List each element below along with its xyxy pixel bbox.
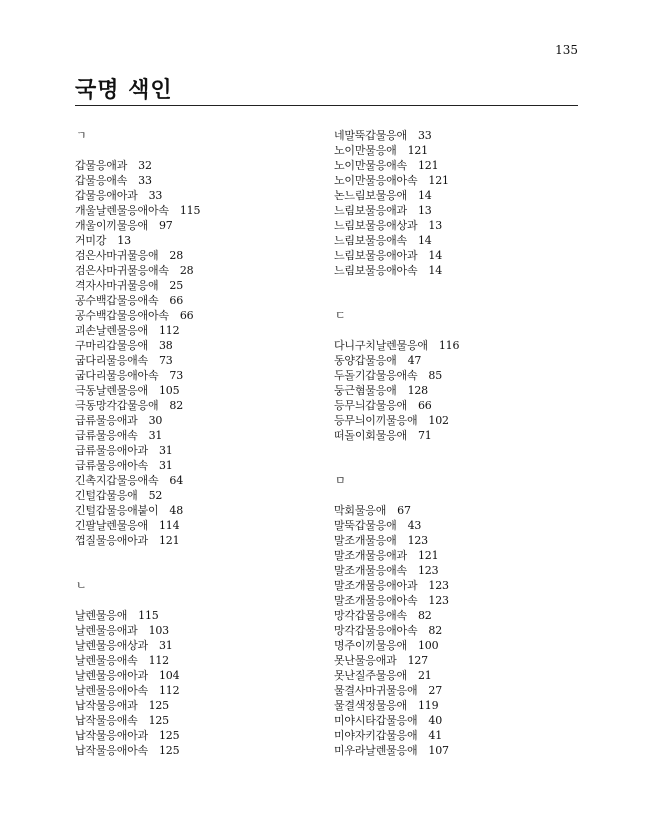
index-section [75, 578, 315, 758]
page-title: 국명 색인 [75, 78, 173, 103]
entry-page-number: 97 [158, 219, 173, 232]
entry-term: 말조개물응애아속 [334, 594, 418, 607]
index-entry [75, 638, 315, 653]
section-letter: ㄴ [76, 579, 87, 592]
entry-term: 미야시타갑물응애 [334, 714, 418, 727]
entry-page-number: 123 [428, 594, 449, 607]
entry-term: 갑물응애아과 [75, 189, 138, 202]
index-entry [75, 503, 315, 518]
entry-term: 납작물응애속 [75, 714, 138, 727]
entry-page-number: 73 [169, 369, 184, 382]
index-entry [75, 323, 315, 338]
index-entry [75, 653, 315, 668]
index-entry [334, 548, 578, 563]
index-entry [334, 503, 578, 518]
entry-term: 느림보물응애상과 [334, 219, 418, 232]
entry-term: 날렌물응애상과 [75, 639, 148, 652]
entry-term: 굽다리물응애속 [75, 354, 148, 367]
index-entry [75, 743, 315, 758]
entry-term: 느림보물응애속 [334, 234, 407, 247]
entry-page-number: 82 [417, 609, 432, 622]
entry-term: 갑물응애속 [75, 174, 128, 187]
entry-term: 미야자키갑물응애 [334, 729, 418, 742]
entry-list [75, 158, 315, 548]
index-entry [334, 743, 578, 758]
entry-term: 괴손날렌물응애 [75, 324, 148, 337]
entry-page-number: 40 [428, 714, 443, 727]
entry-page-number: 31 [158, 459, 173, 472]
entry-term: 물결색정물응애 [334, 699, 407, 712]
index-entry [75, 248, 315, 263]
entry-term: 명주이끼물응애 [334, 639, 407, 652]
entry-page-number: 121 [158, 534, 180, 547]
index-entry [334, 728, 578, 743]
entry-term: 망각갑물응애아속 [334, 624, 418, 637]
entry-term: 긴촉지갑물응애속 [75, 474, 159, 487]
entry-term: 개울날렌물응애아속 [75, 204, 169, 217]
index-entry [75, 173, 315, 188]
entry-page-number: 28 [169, 249, 184, 262]
entry-page-number: 52 [148, 489, 163, 502]
index-entry [334, 398, 578, 413]
index-entry [334, 158, 578, 173]
entry-term: 못난물응애과 [334, 654, 397, 667]
entry-page-number: 31 [148, 429, 163, 442]
entry-term: 검은사마귀물응애속 [75, 264, 169, 277]
entry-term: 격자사마귀물응애 [75, 279, 159, 292]
index-entry [75, 218, 315, 233]
entry-page-number: 115 [179, 204, 201, 217]
index-entry [334, 623, 578, 638]
entry-page-number: 121 [428, 174, 449, 187]
index-entry [75, 713, 315, 728]
entry-page-number: 28 [179, 264, 194, 277]
entry-page-number: 127 [407, 654, 428, 667]
entry-page-number: 125 [148, 714, 169, 727]
index-entry [334, 338, 578, 353]
index-entry [75, 308, 315, 323]
entry-page-number: 102 [428, 414, 449, 427]
entry-page-number: 13 [417, 204, 432, 217]
index-section [75, 128, 315, 548]
entry-term: 극동망각갑물응애 [75, 399, 159, 412]
entry-page-number: 71 [417, 429, 432, 442]
entry-page-number: 85 [428, 369, 443, 382]
entry-page-number: 119 [417, 699, 439, 712]
index-entry [75, 533, 315, 548]
entry-term: 급류물응애속 [75, 429, 138, 442]
index-entry [334, 368, 578, 383]
entry-page-number: 121 [417, 159, 439, 172]
entry-term: 등무늬이끼물응애 [334, 414, 418, 427]
index-entry [334, 608, 578, 623]
index-entry [334, 653, 578, 668]
entry-page-number: 14 [417, 234, 432, 247]
entry-term: 말조개물응애속 [334, 564, 407, 577]
entry-page-number: 66 [417, 399, 432, 412]
entry-page-number: 82 [428, 624, 443, 637]
index-entry [334, 143, 578, 158]
entry-list [75, 608, 315, 758]
entry-term: 말뚝갑물응애 [334, 519, 397, 532]
entry-term: 물결사마귀물응애 [334, 684, 418, 697]
index-section [334, 473, 578, 758]
index-entry [334, 248, 578, 263]
entry-page-number: 41 [428, 729, 443, 742]
index-entry [75, 293, 315, 308]
index-entry [334, 428, 578, 443]
entry-page-number: 112 [148, 654, 169, 667]
entry-term: 네말뚝갑물응애 [334, 129, 407, 142]
section-letter: ㅁ [335, 474, 346, 487]
entry-term: 극동날렌물응애 [75, 384, 148, 397]
index-entry [334, 128, 578, 143]
index-entry [75, 413, 315, 428]
index-entry [75, 353, 315, 368]
entry-page-number: 121 [407, 144, 428, 157]
index-entry [334, 173, 578, 188]
entry-page-number: 47 [407, 354, 422, 367]
entry-term: 납작물응애아속 [75, 744, 148, 757]
entry-term: 날렌물응애아속 [75, 684, 148, 697]
entry-term: 구마리갑물응애 [75, 339, 148, 352]
entry-term: 등무늬갑물응애 [334, 399, 407, 412]
entry-term: 망각갑물응애속 [334, 609, 407, 622]
index-entry [334, 713, 578, 728]
index-section [334, 128, 578, 278]
entry-page-number: 128 [407, 384, 428, 397]
entry-page-number: 33 [417, 129, 432, 142]
entry-term: 말조개물응애 [334, 534, 397, 547]
entry-term: 두돌기갑물응애속 [334, 369, 418, 382]
entry-term: 납작물응애과 [75, 699, 138, 712]
section-letter: ㄱ [76, 129, 87, 142]
index-entry [334, 668, 578, 683]
index-entry [334, 353, 578, 368]
index-entry [334, 698, 578, 713]
entry-term: 껍질물응애아과 [75, 534, 148, 547]
index-entry [334, 518, 578, 533]
entry-page-number: 25 [169, 279, 184, 292]
entry-page-number: 107 [428, 744, 449, 757]
entry-term: 논느림보물응애 [334, 189, 407, 202]
index-entry [75, 428, 315, 443]
entry-page-number: 66 [179, 309, 194, 322]
index-entry [75, 383, 315, 398]
entry-term: 노이만물응애 [334, 144, 397, 157]
entry-page-number: 82 [169, 399, 184, 412]
page-number: 135 [555, 43, 578, 57]
entry-term: 막회물응애 [334, 504, 387, 517]
entry-page-number: 115 [138, 609, 159, 622]
entry-term: 둥근혐물응애 [334, 384, 397, 397]
entry-page-number: 38 [158, 339, 173, 352]
entry-term: 노이만물응애아속 [334, 174, 418, 187]
entry-term: 급류물응애과 [75, 414, 138, 427]
index-entry [75, 518, 315, 533]
entry-term: 날렌물응애과 [75, 624, 138, 637]
index-entry [75, 698, 315, 713]
entry-term: 느림보물응애아속 [334, 264, 418, 277]
index-entry [334, 638, 578, 653]
index-section [334, 308, 578, 443]
title-rule [75, 105, 578, 106]
index-entry [334, 683, 578, 698]
entry-term: 느림보물응애아과 [334, 249, 418, 262]
entry-term: 미우라날렌물응애 [334, 744, 418, 757]
index-entry [334, 203, 578, 218]
entry-term: 갑물응애과 [75, 159, 128, 172]
index-entry [334, 263, 578, 278]
entry-page-number: 30 [148, 414, 163, 427]
entry-page-number: 32 [138, 159, 152, 172]
entry-term: 동양갑물응애 [334, 354, 397, 367]
index-entry [75, 278, 315, 293]
entry-page-number: 33 [148, 189, 163, 202]
entry-term: 굽다리물응애아속 [75, 369, 159, 382]
entry-page-number: 100 [417, 639, 439, 652]
index-entry [334, 413, 578, 428]
index-entry [334, 218, 578, 233]
entry-page-number: 123 [407, 534, 428, 547]
entry-page-number: 33 [138, 174, 152, 187]
index-entry [334, 188, 578, 203]
index-entry [75, 473, 315, 488]
entry-term: 급류물응애아속 [75, 459, 148, 472]
entry-page-number: 73 [158, 354, 173, 367]
entry-page-number: 125 [158, 729, 180, 742]
entry-page-number: 43 [407, 519, 422, 532]
entry-term: 말조개물응애아과 [334, 579, 418, 592]
index-entry [75, 683, 315, 698]
entry-page-number: 114 [158, 519, 180, 532]
entry-page-number: 66 [169, 294, 184, 307]
index-entry [334, 563, 578, 578]
entry-page-number: 123 [417, 564, 439, 577]
index-entry [75, 488, 315, 503]
index-entry [334, 233, 578, 248]
entry-page-number: 121 [417, 549, 439, 562]
entry-term: 검은사마귀물응애 [75, 249, 159, 262]
index-entry [75, 188, 315, 203]
index-entry [334, 578, 578, 593]
entry-list [334, 338, 578, 443]
entry-page-number: 14 [428, 264, 443, 277]
entry-page-number: 13 [428, 219, 443, 232]
entry-page-number: 64 [169, 474, 184, 487]
entry-page-number: 67 [397, 504, 411, 517]
entry-term: 떠돌이회물응애 [334, 429, 407, 442]
entry-page-number: 31 [158, 639, 173, 652]
entry-page-number: 112 [158, 324, 180, 337]
index-entry [75, 668, 315, 683]
entry-page-number: 104 [158, 669, 180, 682]
section-letter: ㄷ [335, 309, 346, 322]
entry-term: 못난질주물응애 [334, 669, 407, 682]
entry-term: 개울이끼물응애 [75, 219, 148, 232]
entry-term: 다니구치날렌물응애 [334, 339, 428, 352]
entry-term: 납작물응애아과 [75, 729, 148, 742]
entry-term: 날렌물응애아과 [75, 669, 148, 682]
entry-page-number: 21 [417, 669, 432, 682]
index-entry [75, 398, 315, 413]
index-entry [75, 263, 315, 278]
entry-term: 거미강 [75, 234, 107, 247]
index-entry [334, 383, 578, 398]
entry-term: 공수백갑물응애아속 [75, 309, 169, 322]
entry-term: 느림보물응애과 [334, 204, 407, 217]
index-entry [334, 533, 578, 548]
entry-page-number: 48 [169, 504, 184, 517]
entry-term: 공수백갑물응애속 [75, 294, 159, 307]
entry-term: 긴털갑물응애 [75, 489, 138, 502]
index-entry [75, 623, 315, 638]
entry-list [334, 503, 578, 758]
index-column-right [334, 128, 578, 788]
index-entry [75, 158, 315, 173]
index-entry [75, 233, 315, 248]
index-entry [75, 458, 315, 473]
entry-term: 노이만물응애속 [334, 159, 407, 172]
entry-page-number: 14 [428, 249, 443, 262]
entry-page-number: 27 [428, 684, 443, 697]
entry-term: 날렌물응애 [75, 609, 128, 622]
entry-term: 급류물응애아과 [75, 444, 148, 457]
index-entry [75, 368, 315, 383]
index-entry [334, 593, 578, 608]
entry-page-number: 31 [158, 444, 173, 457]
entry-page-number: 123 [428, 579, 449, 592]
entry-term: 긴팔날렌물응애 [75, 519, 148, 532]
index-entry [75, 443, 315, 458]
entry-page-number: 105 [158, 384, 180, 397]
entry-list [334, 128, 578, 278]
index-entry [75, 203, 315, 218]
entry-page-number: 13 [117, 234, 131, 247]
entry-page-number: 103 [148, 624, 169, 637]
index-entry [75, 338, 315, 353]
entry-term: 말조개물응애과 [334, 549, 407, 562]
entry-term: 긴털갑물응애붙이 [75, 504, 159, 517]
entry-page-number: 125 [148, 699, 169, 712]
index-entry [75, 608, 315, 623]
entry-page-number: 125 [158, 744, 180, 757]
entry-page-number: 14 [417, 189, 432, 202]
index-entry [75, 728, 315, 743]
index-column-left [75, 128, 315, 788]
entry-page-number: 112 [158, 684, 180, 697]
entry-term: 날렌물응애속 [75, 654, 138, 667]
entry-page-number: 116 [438, 339, 460, 352]
